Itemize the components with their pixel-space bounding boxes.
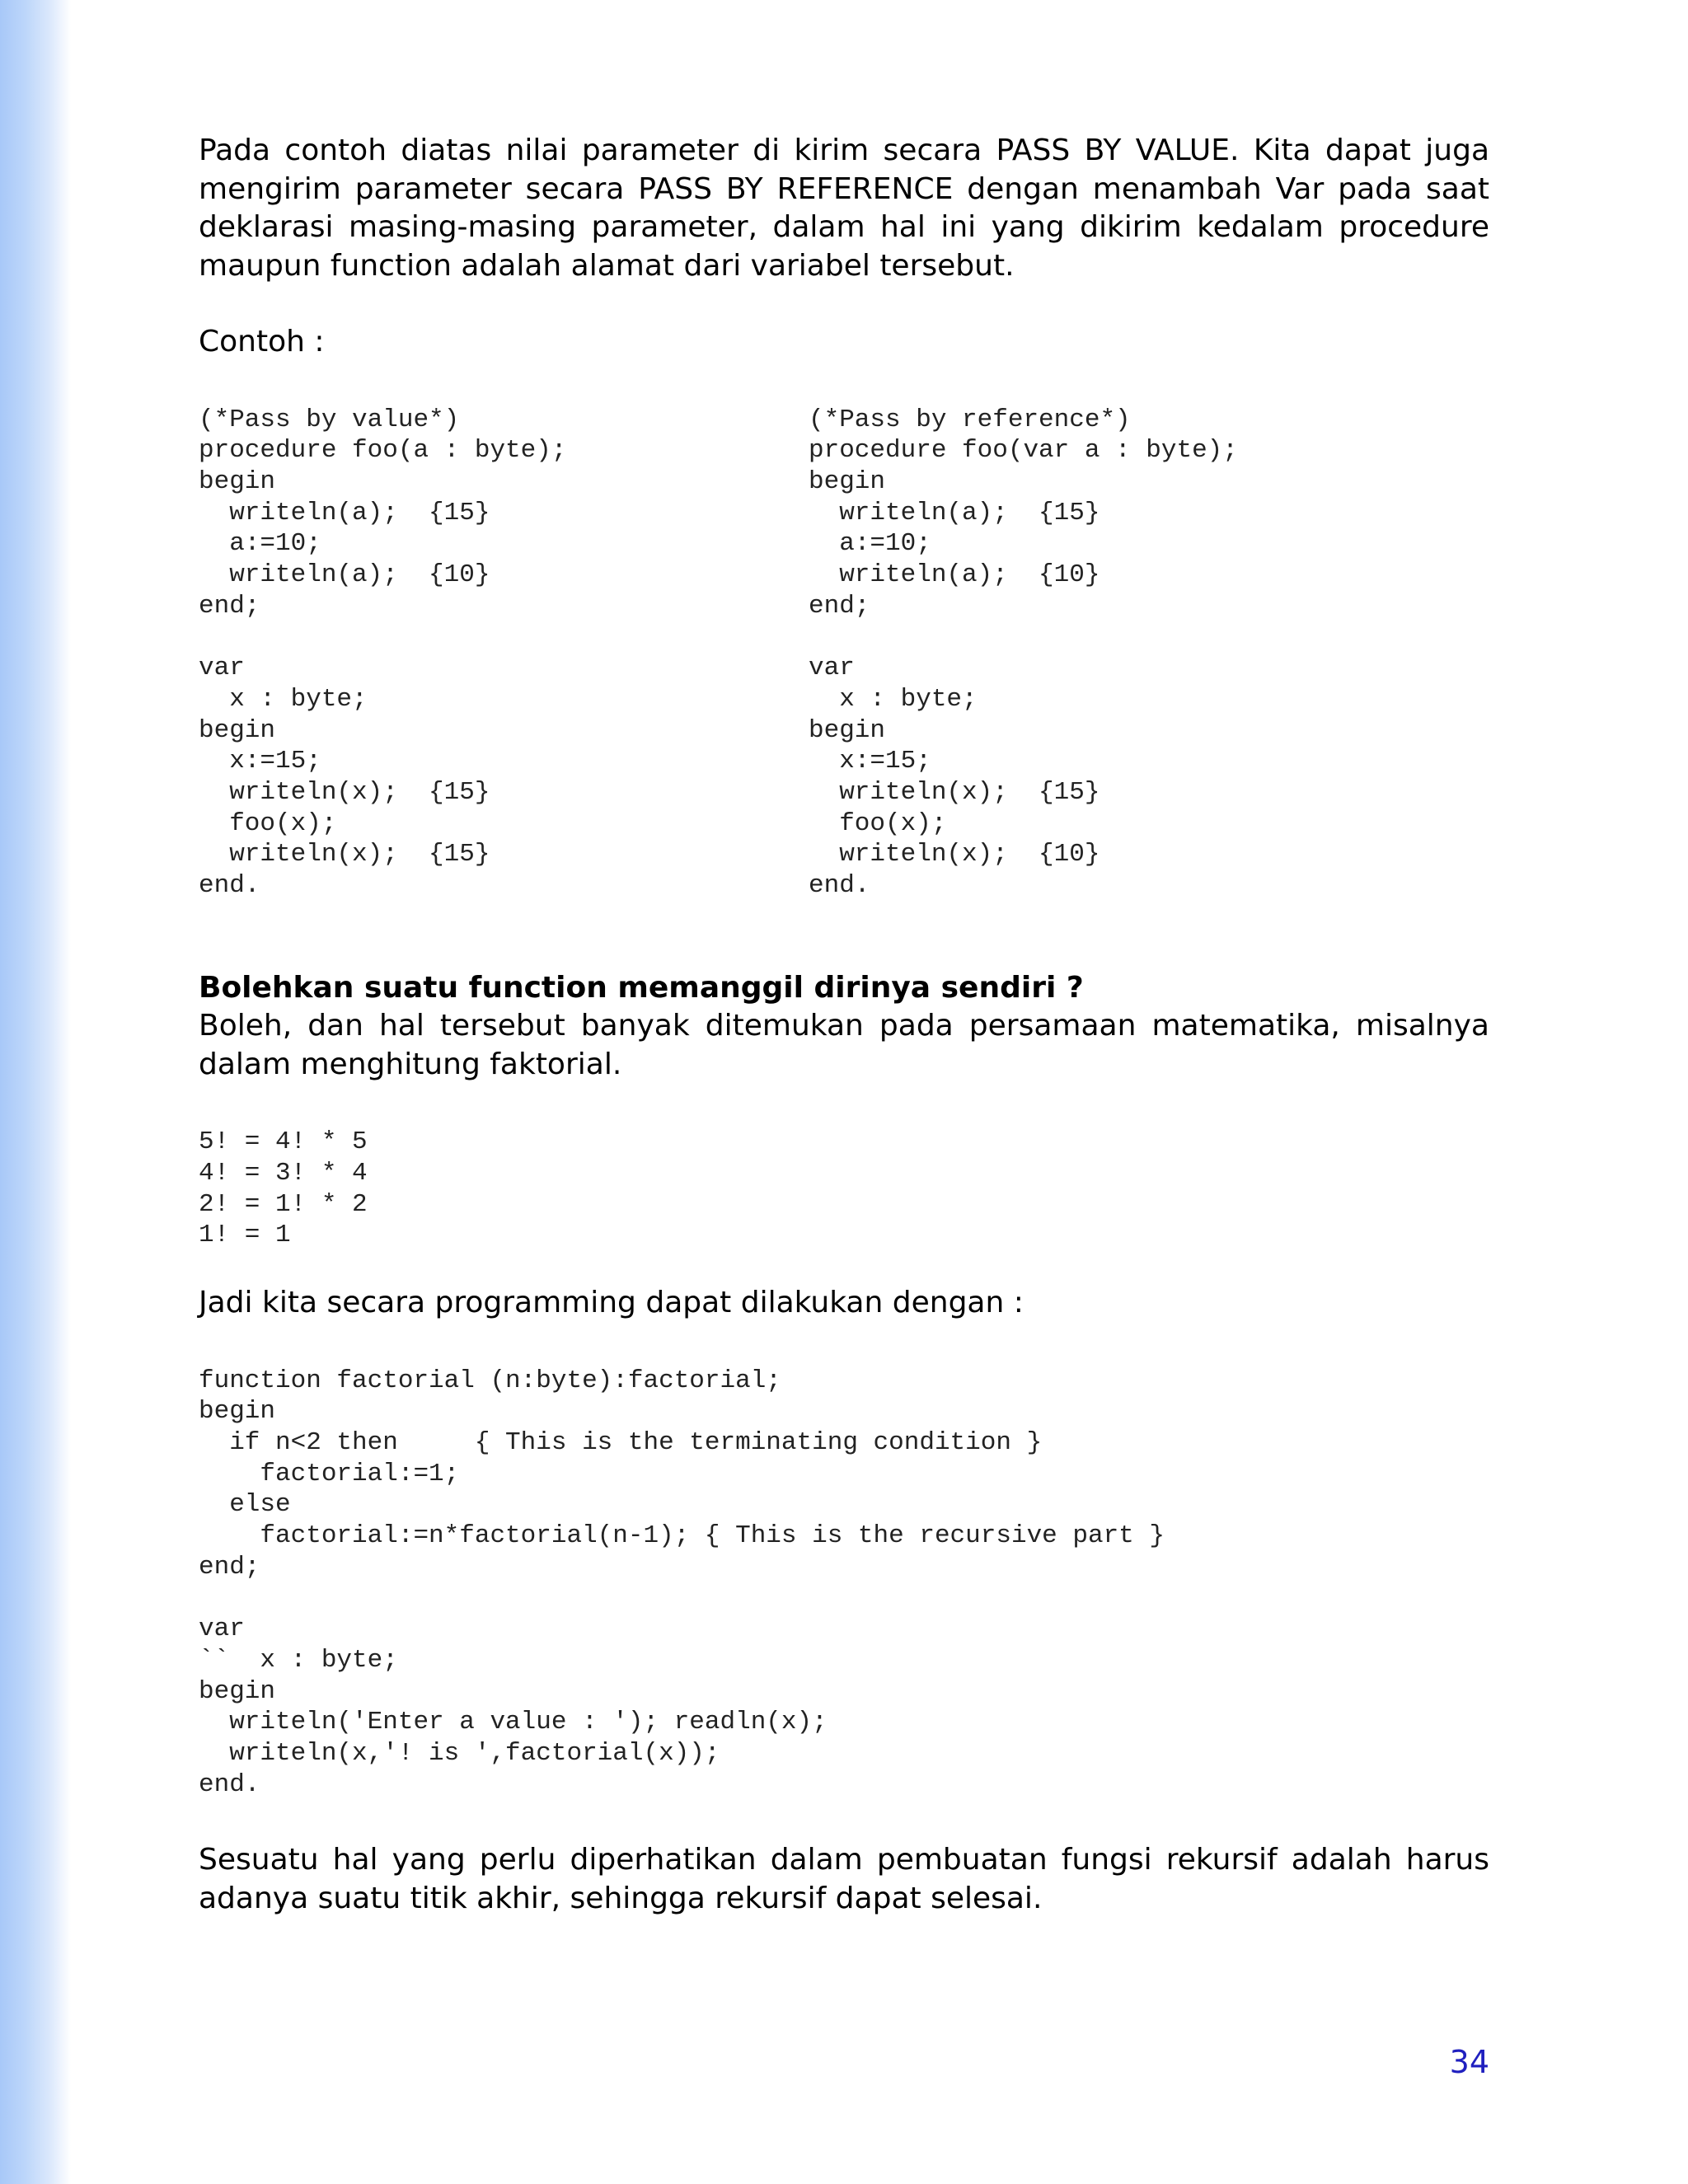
code-factorial-function: function factorial (n:byte):factorial; begin if n<2 then { This is the terminating condition } factorial:=1; else factorial:=n*factorial(n-1); { This is the recursive part } end; var `` x : byte; begin writeln('Enter a value : '); readln(x); writeln(x,'! is ',factorial(x)); end. [199,1366,1165,1799]
page-content [199,132,1489,1918]
code-pass-by-value: (*Pass by value*) procedure foo(a : byte); begin writeln(a); {15} a:=10; writeln(a); {10} end; var x : byte; begin x:=15; writeln(x); {15} foo(x); writeln(x); {15} end. [199,405,567,901]
example-label: Contoh : [199,325,325,359]
side-gradient-band [0,0,71,2184]
page-number: 34 [1449,2044,1489,2080]
code-comparison [199,405,1489,902]
paragraph-pass-by-value: Pada contoh diatas nilai parameter di kirim secara PASS BY VALUE. Kita dapat juga mengirim parameter secara PASS BY REFERENCE dengan menambah Var pada saat deklarasi masing-masing parameter, dalam hal ini yang dikirim kedalam procedure maupun function adalah alamat dari variabel tersebut. [199,134,1489,283]
programming-intro: Jadi kita secara programming dapat dilakukan dengan : [199,1286,1024,1320]
recursion-heading: Bolehkan suatu function memanggil dirinya sendiri ? [199,970,1084,1005]
factorial-example: 5! = 4! * 5 4! = 3! * 4 2! = 1! * 2 1! = 1 [199,1127,368,1250]
closing-paragraph: Sesuatu hal yang perlu diperhatikan dalam pembuatan fungsi rekursif adalah harus adanya suatu titik akhir, sehingga rekursif dapat selesai. [199,1843,1489,1915]
recursion-answer: Boleh, dan hal tersebut banyak ditemukan pada persamaan matematika, misalnya dalam menghitung faktorial. [199,1009,1489,1081]
code-pass-by-reference: (*Pass by reference*) procedure foo(var a : byte); begin writeln(a); {15} a:=10; writeln(a); {10} end; var x : byte; begin x:=15; writeln(x); {15} foo(x); writeln(x); {10} end. [809,405,1238,901]
